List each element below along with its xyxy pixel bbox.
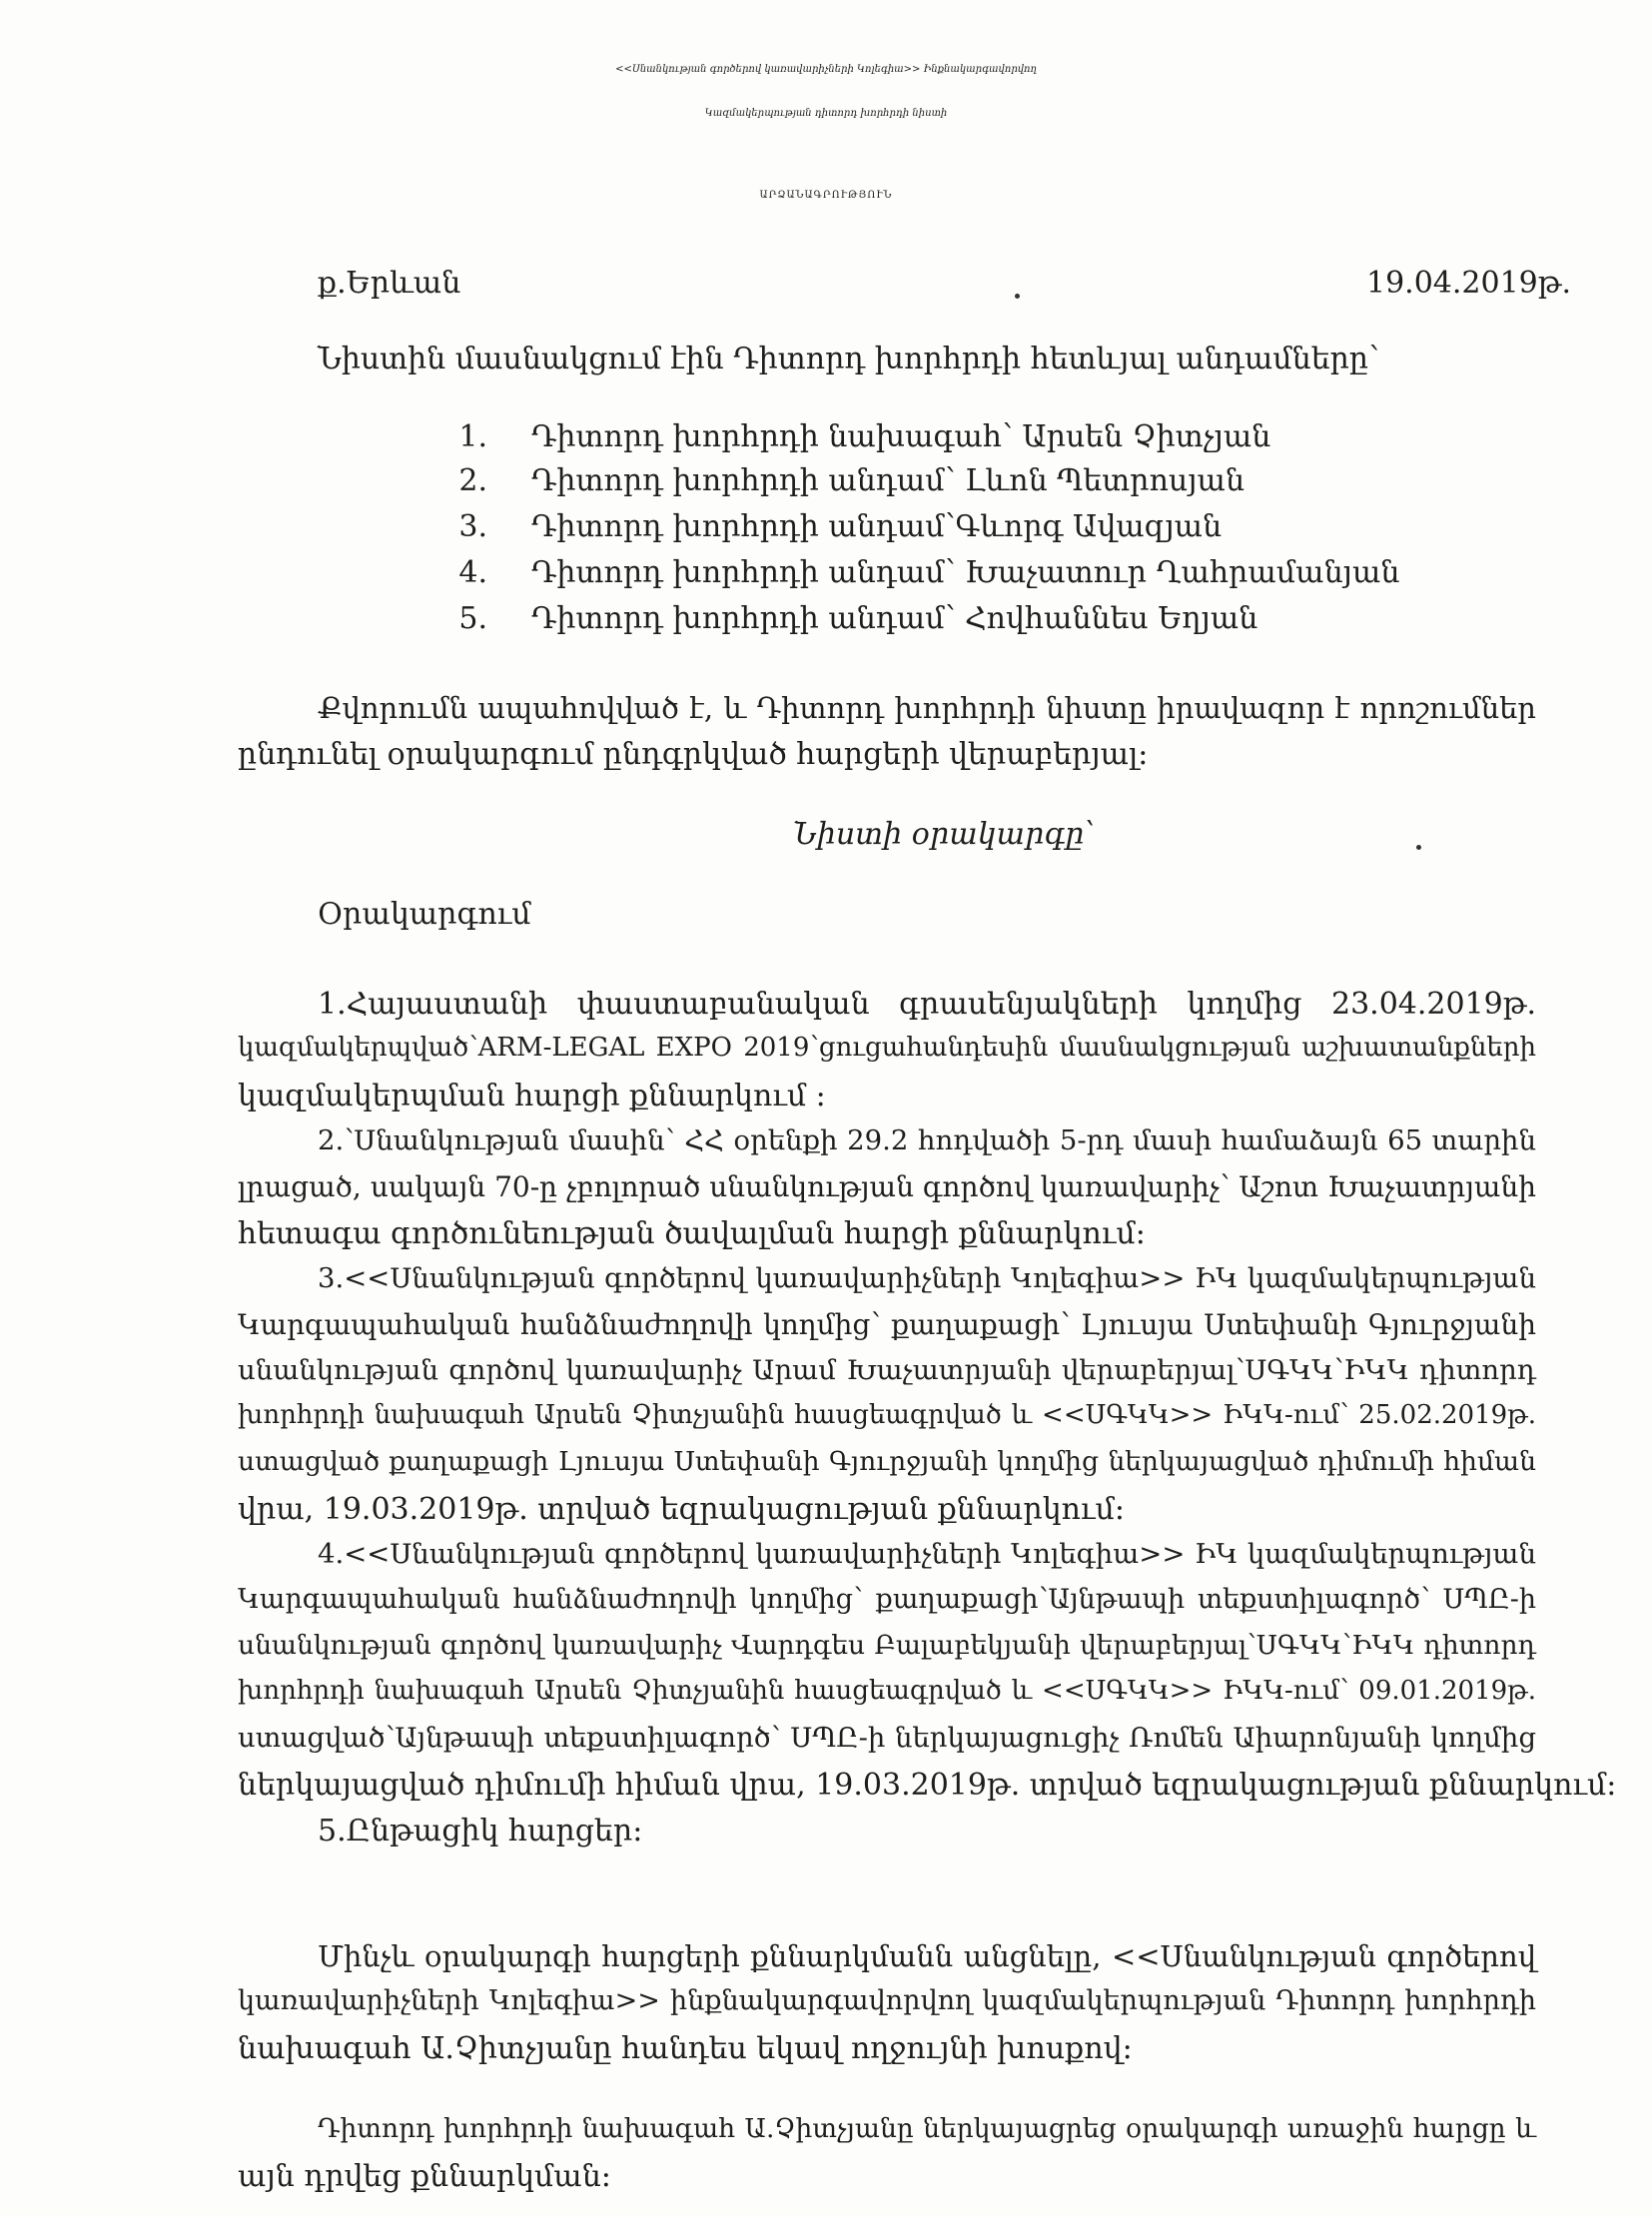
paragraph-line: կառավարիչների Կոլեգիա>> ինքնակարգավորվող կազմակերպության Դիտորդ խորհրդի bbox=[238, 1985, 1536, 2016]
header-line-2: Կազմակերպության դիտորդ խորհրդի նիստի bbox=[704, 108, 948, 119]
paragraph-line: հետագա գործունեության ծավալման հարցի քննարկում: bbox=[238, 1216, 1146, 1251]
paragraph-line: ընդունել օրակարգում ընդգրկված հարցերի վերաբերյալ: bbox=[238, 737, 1149, 772]
list-item-number: 2. bbox=[458, 463, 487, 498]
paragraph-line: Դիտորդ խորհրդի նախագահ Ա.Չիտչյանը ներկայացրեց օրակարգի առաջին հարցը և bbox=[318, 2113, 1536, 2144]
paragraph-line: ստացված քաղաքացի Լյուսյա Ստեփանի Գյուրջյանի կողմից ներկայացված դիմումի հիման bbox=[238, 1446, 1536, 1477]
header-line-1: <<Սնանկության գործերով կառավարիչների Կոլեգիա>> Ինքնակարգավորվող bbox=[615, 64, 1037, 75]
list-item-text: Դիտորդ խորհրդի անդամ՝ Լևոն Պետրոսյան bbox=[531, 463, 1245, 498]
paragraph-line: ներկայացված դիմումի հիման վրա, 19.03.2019թ. տրված եզրակացության քննարկում: bbox=[238, 1768, 1617, 1803]
paragraph-line: Մինչև օրակարգի հարցերի քննարկմանն անցնելը, <<Սնանկության գործերով bbox=[318, 1939, 1536, 1973]
paragraph-line: ստացված՝Այնթապի տեքստիլագործ՝ ՍՊԸ-ի ներկայացուցիչ Ռոմեն Աիարոնյանի կողմից bbox=[238, 1722, 1536, 1754]
list-item-text: Դիտորդ խորհրդի անդամ՝ Հովհաննես Եղյան bbox=[531, 601, 1258, 636]
paragraph-line: Կարգապահական հանձնաժողովի կողմից՝ քաղաքացի՝Այնթապի տեքստիլագործ՝ ՍՊԸ-ի bbox=[238, 1584, 1536, 1615]
paragraph-line: վրա, 19.03.2019թ. տրված եզրակացության քննարկում: bbox=[238, 1492, 1125, 1527]
paragraph-line: 4.<<Սնանկության գործերով կառավարիչների Կոլեգիա>> ԻԿ կազմակերպության bbox=[318, 1538, 1536, 1570]
paragraph-line: նախագահ Ա.Չիտչյանը հանդես եկավ ողջույնի խոսքով: bbox=[238, 2031, 1133, 2066]
document-date: 19.04.2019թ. bbox=[1366, 266, 1572, 301]
paragraph-line: այն դրվեց քննարկման: bbox=[238, 2159, 611, 2194]
paragraph-line: լրացած, սակայն 70-ը չբոլորած սնանկության գործով կառավարիչ՝ Աշոտ Խաչատրյանի bbox=[238, 1170, 1536, 1203]
paragraph-line: 5.Ընթացիկ հարցեր: bbox=[318, 1814, 643, 1848]
paragraph-line: 3.<<Սնանկության գործերով կառավարիչների Կոլեգիա>> ԻԿ կազմակերպության bbox=[318, 1262, 1536, 1294]
paragraph-line: խորհրդի նախագահ Արսեն Չիտչյանին հասցեագրված և <<ՍԳԿԿ>> ԻԿԿ-ում՝ 09.01.2019թ. bbox=[238, 1676, 1536, 1706]
list-item-number: 3. bbox=[458, 509, 487, 544]
list-item-number: 1. bbox=[458, 419, 487, 454]
paragraph-line: 2.՝Սնանկության մասին՝ ՀՀ օրենքի 29.2 հոդվածի 5-րդ մասի համաձայն 65 տարին bbox=[318, 1124, 1536, 1156]
paragraph-line: Քվորումն ապահովված է, և Դիտորդ խորհրդի նիստը իրավազոր է որոշումներ bbox=[318, 691, 1536, 725]
paragraph-line: 1.Հայաստանի փաստաբանական գրասենյակների կողմից 23.04.2019թ. bbox=[318, 987, 1536, 1022]
paragraph-line: կազմակերպման հարցի քննարկում : bbox=[238, 1079, 826, 1113]
paragraph-line: սնանկության գործով կառավարիչ Վարդգես Բալաբեկյանի վերաբերյալ՝ՍԳԿԿ՝ԻԿԿ դիտորդ bbox=[238, 1630, 1536, 1661]
list-item-text: Դիտորդ խորհրդի անդամ՝ Խաչատուր Ղահրամանյան bbox=[531, 555, 1400, 590]
scan-speck bbox=[1416, 845, 1421, 850]
list-item-text: Դիտորդ խորհրդի անդամ՝Գևորգ Ավազյան bbox=[531, 509, 1223, 544]
document-title: ԱՐՁԱՆԱԳՐՈՒԹՅՈՒՆ bbox=[759, 190, 893, 201]
list-item-text: Դիտորդ խորհրդի նախագահ՝ Արսեն Չիտչյան bbox=[531, 419, 1271, 454]
paragraph-line: կազմակերպված՝ARM-LEGAL EXPO 2019՝ցուցահանդեսին մասնակցության աշխատանքների bbox=[238, 1033, 1536, 1063]
agenda-label: Օրակարգում bbox=[318, 897, 531, 932]
agenda-heading: Նիստի օրակարգը՝ bbox=[793, 817, 1096, 852]
paragraph-line: խորհրդի նախագահ Արսեն Չիտչյանին հասցեագրված և <<ՍԳԿԿ>> ԻԿԿ-ում՝ 25.02.2019թ. bbox=[238, 1400, 1536, 1430]
place-label: ք.Երևան bbox=[318, 266, 461, 301]
list-item-number: 4. bbox=[458, 555, 487, 590]
scan-speck bbox=[1015, 294, 1020, 299]
paragraph-line: սնանկության գործով կառավարիչ Արամ Խաչատրյանի վերաբերյալ՝ՍԳԿԿ՝ԻԿԿ դիտորդ bbox=[238, 1354, 1536, 1386]
list-item-number: 5. bbox=[458, 601, 487, 636]
paragraph-line: Կարգապահական հանձնաժողովի կողմից՝ քաղաքացի՝ Լյուսյա Ստեփանի Գյուրջյանի bbox=[238, 1308, 1536, 1341]
attendance-intro: Նիստին մասնակցում էին Դիտորդ խորհրդի հետևյալ անդամները՝ bbox=[318, 342, 1379, 376]
